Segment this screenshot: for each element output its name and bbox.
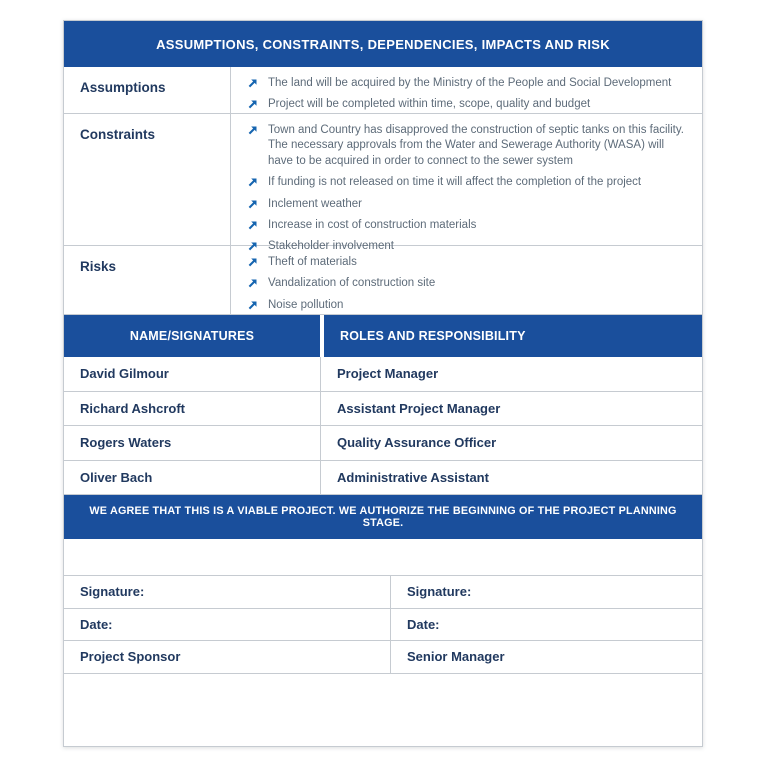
assumptions-items bbox=[230, 67, 702, 119]
arrow-up-right-icon bbox=[247, 256, 259, 268]
risks-items bbox=[230, 246, 702, 319]
bullet-text: Increase in cost of construction materials bbox=[268, 219, 477, 232]
signatures-table-header bbox=[64, 315, 702, 357]
list-item bbox=[245, 276, 692, 291]
name-cell: Rogers Waters bbox=[80, 435, 172, 451]
arrow-up-right-icon bbox=[247, 98, 259, 110]
section-label-constraints: Constraints bbox=[80, 127, 156, 142]
arrow-up-right-icon bbox=[247, 124, 259, 136]
empty-bottom-box bbox=[64, 674, 702, 746]
arrow-up-right-icon bbox=[247, 299, 259, 311]
roles-responsibility-header: ROLES AND RESPONSIBILITY bbox=[324, 315, 702, 357]
signature-label-right: Signature: bbox=[390, 576, 702, 608]
list-item bbox=[245, 298, 692, 313]
section-constraints bbox=[64, 114, 702, 253]
table-row bbox=[64, 461, 702, 496]
table-row bbox=[64, 357, 702, 392]
section-label-assumptions: Assumptions bbox=[80, 80, 166, 95]
list-item bbox=[245, 76, 692, 91]
bullet-text: Vandalization of construction site bbox=[268, 277, 436, 290]
bullet-text: Stakeholder involvement bbox=[268, 240, 394, 253]
project-sponsor-label: Project Sponsor bbox=[80, 649, 181, 665]
list-item bbox=[245, 255, 692, 270]
table-row bbox=[64, 426, 702, 461]
list-item bbox=[245, 197, 692, 212]
section-risks bbox=[64, 246, 702, 315]
bullet-text: Noise pollution bbox=[268, 298, 344, 311]
bullet-text: The land will be acquired by the Ministry of the People and Social Development bbox=[268, 77, 672, 89]
risk-table-title: ASSUMPTIONS, CONSTRAINTS, DEPENDENCIES, IMPACTS AND RISK bbox=[64, 21, 702, 67]
list-item bbox=[245, 218, 692, 233]
role-cell: Project Manager bbox=[320, 357, 702, 391]
empty-row bbox=[64, 539, 702, 576]
bullet-text: If funding is not released on time it will affect the completion of the project bbox=[268, 176, 642, 189]
agreement-banner: WE AGREE THAT THIS IS A VIABLE PROJECT. WE AUTHORIZE THE BEGINNING OF THE PROJECT PLANNING STAGE. bbox=[64, 495, 702, 539]
bullet-text: Inclement weather bbox=[268, 197, 362, 210]
bullet-text: Project will be completed within time, scope, quality and budget bbox=[268, 98, 591, 111]
date-row bbox=[64, 609, 702, 642]
signature-row bbox=[64, 576, 702, 609]
list-item bbox=[245, 97, 692, 112]
table-row bbox=[64, 392, 702, 427]
role-title-row bbox=[64, 641, 702, 674]
section-label-risks: Risks bbox=[80, 259, 117, 274]
role-cell: Quality Assurance Officer bbox=[320, 426, 702, 460]
role-cell: Assistant Project Manager bbox=[320, 392, 702, 426]
name-cell: Richard Ashcroft bbox=[80, 400, 185, 416]
role-cell: Administrative Assistant bbox=[320, 461, 702, 495]
date-label-left: Date: bbox=[80, 616, 113, 632]
bullet-text: Town and Country has disapproved the construction of septic tanks on this facility. The necessary approvals from the Water and Sewerage Authority (WASA) will have to be acquired in order to connect to the sewer system bbox=[268, 124, 684, 167]
arrow-up-right-icon bbox=[247, 77, 259, 89]
date-label-right: Date: bbox=[390, 609, 702, 641]
bullet-text: Theft of materials bbox=[268, 256, 357, 268]
name-cell: David Gilmour bbox=[80, 366, 169, 382]
section-assumptions bbox=[64, 67, 702, 114]
list-item bbox=[245, 123, 692, 169]
arrow-up-right-icon bbox=[247, 277, 259, 289]
arrow-up-right-icon bbox=[247, 219, 259, 231]
list-item bbox=[245, 175, 692, 190]
arrow-up-right-icon bbox=[247, 198, 259, 210]
signature-label-left: Signature: bbox=[80, 584, 145, 600]
project-charter-document bbox=[63, 20, 703, 747]
senior-manager-label: Senior Manager bbox=[390, 641, 702, 673]
arrow-up-right-icon bbox=[247, 176, 259, 188]
name-cell: Oliver Bach bbox=[80, 469, 153, 485]
constraints-items bbox=[230, 114, 702, 261]
name-signatures-header: NAME/SIGNATURES bbox=[64, 315, 320, 357]
